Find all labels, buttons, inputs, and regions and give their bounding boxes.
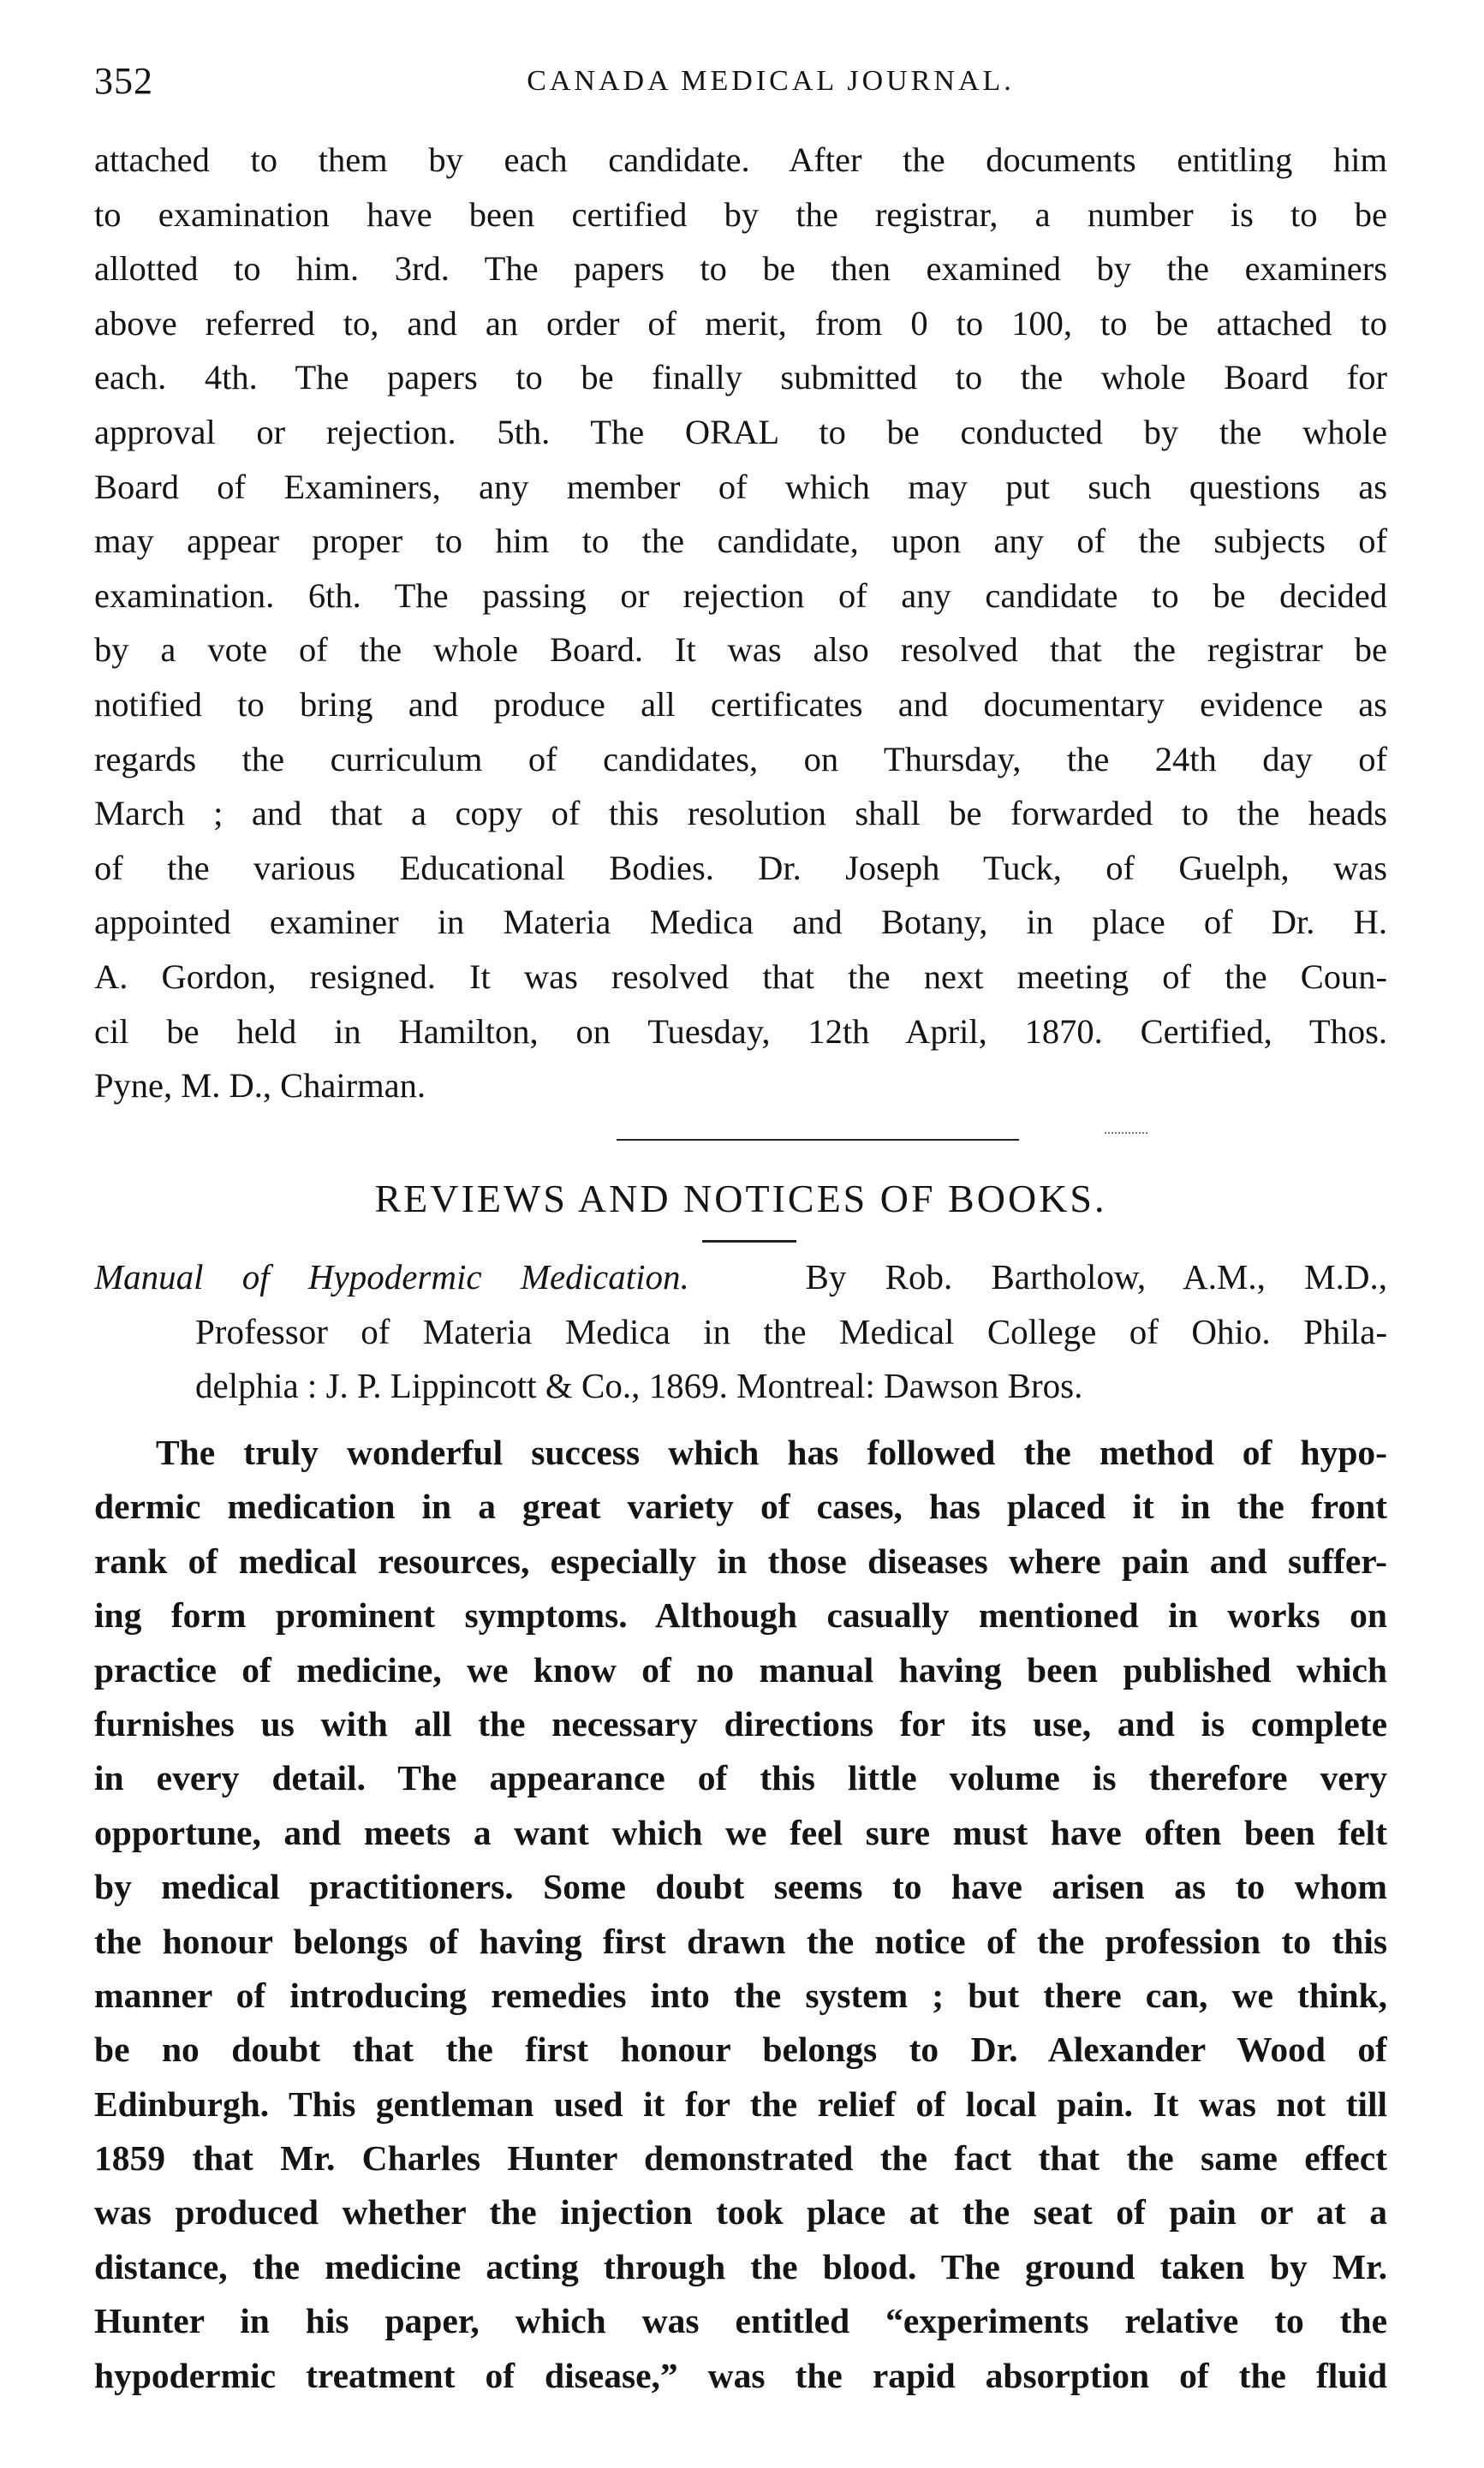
book-citation (94, 1250, 1387, 1414)
text-line: each. 4th. The papers to be finally submitted to the whole Board for (94, 358, 1387, 397)
section-heading: REVIEWS AND NOTICES OF BOOKS. (374, 1177, 1107, 1220)
text-line: examination. 6th. The passing or rejection of any candidate to be decided (94, 575, 1387, 615)
text-line: Edinburgh. This gentleman used it for the relief of local pain. It was not till (94, 2083, 1387, 2124)
heading-underline-rule (702, 1240, 796, 1243)
text-line: may appear proper to him to the candidate, upon any of the subjects of (94, 522, 1387, 561)
text-line: ing form prominent symptoms. Although casually mentioned in works on (94, 1595, 1387, 1636)
running-head (94, 51, 1413, 111)
text-line: by medical practitioners. Some doubt seems to have arisen as to whom (94, 1867, 1387, 1907)
minutes-paragraph (94, 133, 1387, 1113)
book-citation-line: delphia : J. P. Lippincott & Co., 1869. Montreal: Dawson Bros. (195, 1366, 1083, 1406)
section-divider-rule (617, 1139, 1019, 1141)
text-line: by a vote of the whole Board. It was also resolved that the registrar be (94, 630, 1387, 670)
book-title: Manual of Hypodermic Medication. (94, 1257, 689, 1297)
text-line: March ; and that a copy of this resolution shall be forwarded to the heads (94, 794, 1387, 833)
text-line: was produced whether the injection took place at the seat of pain or at a (94, 2192, 1387, 2233)
text-line: Board of Examiners, any member of which may put such questions as (94, 467, 1387, 506)
journal-title: CANADA MEDICAL JOURNAL. (527, 65, 1015, 97)
book-author: By Rob. Bartholow, A.M., M.D., (805, 1257, 1387, 1297)
text-line: cil be held in Hamilton, on Tuesday, 12th April, 1870. Certified, Thos. (94, 1011, 1387, 1051)
text-line: Hunter in his paper, which was entitled “experiments relative to the (94, 2301, 1387, 2341)
text-line: furnishes us with all the necessary directions for its use, and is complete (94, 1703, 1387, 1744)
text-line: in every detail. The appearance of this little volume is therefore very (94, 1758, 1387, 1798)
text-line: approval or rejection. 5th. The ORAL to be conducted by the whole (94, 412, 1387, 451)
text-line: attached to them by each candidate. After the documents entitling him (94, 140, 1387, 179)
text-line: above referred to, and an order of merit, from 0 to 100, to be attached to (94, 303, 1387, 343)
text-line: practice of medicine, we know of no manual having been published which (94, 1649, 1387, 1690)
text-line: be no doubt that the first honour belongs to Dr. Alexander Wood of (94, 2030, 1387, 2070)
text-line: The truly wonderful success which has followed the method of hypo- (156, 1433, 1387, 1472)
book-citation-line (94, 1250, 1387, 1305)
text-line: dermic medication in a great variety of cases, has placed it in the front (94, 1487, 1387, 1527)
text-line: opportune, and meets a want which we feel sure must have often been felt (94, 1812, 1387, 1852)
text-line: the honour belongs of having first drawn the notice of the profession to this (94, 1921, 1387, 1961)
text-line: distance, the medicine acting through the blood. The ground taken by Mr. (94, 2246, 1387, 2286)
text-line: allotted to him. 3rd. The papers to be then examined by the examiners (94, 249, 1387, 289)
book-citation-line: Professor of Materia Medica in the Medical College of Ohio. Phila- (195, 1311, 1387, 1351)
text-line: to examination have been certified by the registrar, a number is to be (94, 194, 1387, 234)
margin-mark (1105, 1132, 1147, 1134)
text-line: notified to bring and produce all certificates and documentary evidence as (94, 684, 1387, 724)
text-line: rank of medical resources, especially in those diseases where pain and suffer- (94, 1541, 1387, 1581)
text-line: A. Gordon, resigned. It was resolved that the next meeting of the Coun- (94, 957, 1387, 996)
text-line: appointed examiner in Materia Medica and Botany, in place of Dr. H. (94, 903, 1387, 942)
page-number: 352 (94, 60, 153, 102)
text-line: manner of introducing remedies into the system ; but there can, we think, (94, 1975, 1387, 2015)
text-line: of the various Educational Bodies. Dr. Joseph Tuck, of Guelph, was (94, 848, 1387, 887)
review-paragraph (94, 1426, 1387, 2403)
text-line: Pyne, M. D., Chairman. (94, 1066, 426, 1106)
text-line: hypodermic treatment of disease,” was the rapid absorption of the fluid (94, 2355, 1387, 2395)
text-line: 1859 that Mr. Charles Hunter demonstrated the fact that the same effect (94, 2138, 1387, 2179)
text-line: regards the curriculum of candidates, on Thursday, the 24th day of (94, 739, 1387, 778)
